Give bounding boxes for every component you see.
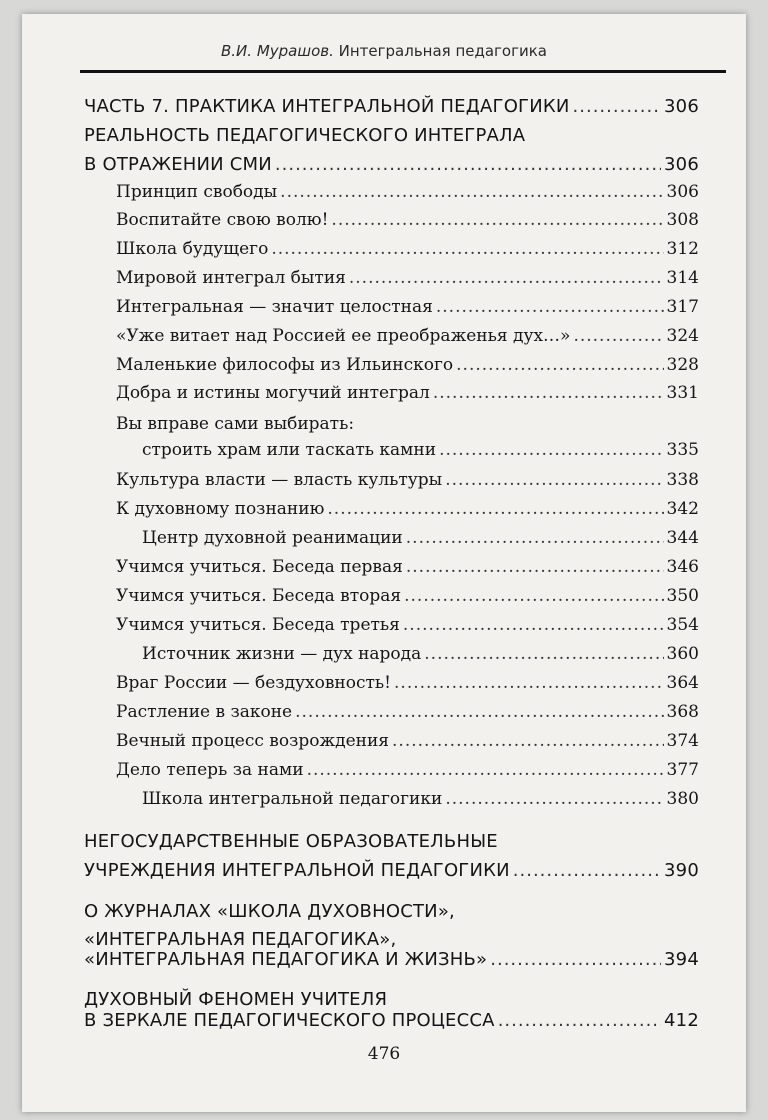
toc-page-number: 328 (666, 355, 699, 375)
toc-page-number: 324 (666, 326, 699, 346)
toc-entry-title: Добра и истины могучий интеграл (116, 383, 430, 403)
toc-leader-dots (307, 760, 664, 780)
running-head-title: Интегральная педагогика (338, 42, 547, 60)
toc-section-journals (84, 949, 699, 973)
toc-entry (116, 182, 699, 206)
toc-page-number: 331 (666, 383, 699, 403)
toc-entry-title: «ИНТЕГРАЛЬНАЯ ПЕДАГОГИКА И ЖИЗНЬ» (84, 949, 488, 970)
toc-leader-dots (295, 702, 663, 722)
toc-leader-dots (280, 182, 663, 202)
toc-leader-dots (573, 326, 663, 346)
toc-entry-title: Школа интегральной педагогики (142, 789, 443, 809)
toc-entry-title: К духовному познанию (116, 499, 325, 519)
toc-leader-dots (439, 440, 663, 460)
toc-section-teacher (84, 1010, 699, 1034)
toc-section-institutions (84, 860, 699, 884)
toc-entry-title: Мировой интеграл бытия (116, 268, 346, 288)
toc-entry (116, 470, 699, 494)
toc-leader-dots (424, 644, 663, 664)
toc-entry-title: Источник жизни — дух народа (142, 644, 422, 664)
toc-leader-dots (275, 154, 661, 175)
toc-entry-title: ЧАСТЬ 7. ПРАКТИКА ИНТЕГРАЛЬНОЙ ПЕДАГОГИКИ (84, 96, 570, 117)
toc-page-number: 312 (666, 239, 699, 259)
toc-leader-dots (394, 673, 664, 693)
toc-entry-title: «ИНТЕГРАЛЬНАЯ ПЕДАГОГИКА», (84, 929, 397, 950)
toc-entry-title: Интегральная — значит целостная (116, 297, 433, 317)
toc-entry-title: УЧРЕЖДЕНИЯ ИНТЕГРАЛЬНОЙ ПЕДАГОГИКИ (84, 860, 510, 881)
toc-entry (116, 557, 699, 581)
toc-leader-dots (327, 499, 663, 519)
toc-entry-title: Учимся учиться. Беседа вторая (116, 586, 402, 606)
toc-page-number: 306 (664, 154, 699, 175)
book-page (22, 14, 746, 1112)
running-head-author: В.И. Мурашов. (221, 42, 334, 60)
toc-entry-title: строить храм или таскать камни (142, 440, 437, 460)
toc-entry-title: Маленькие философы из Ильинского (116, 355, 454, 375)
toc-entry (116, 414, 354, 438)
toc-leader-dots (498, 1010, 661, 1031)
toc-entry (142, 528, 699, 552)
toc-section-institutions (84, 831, 498, 855)
toc-entry-title: Центр духовной реанимации (142, 528, 403, 548)
toc-entry (116, 355, 699, 379)
toc-entry-title: Вы вправе сами выбирать: (116, 414, 355, 434)
toc-page-number: 338 (666, 470, 699, 490)
toc-section-media (84, 125, 525, 149)
toc-entry (116, 615, 699, 639)
page-number: 476 (367, 1044, 401, 1064)
toc-entry (116, 702, 699, 726)
toc-entry-title: Вечный процесс возрождения (116, 731, 390, 751)
toc-section-journals (84, 901, 455, 925)
toc-entry-title: Учимся учиться. Беседа третья (116, 615, 400, 635)
toc-entry (142, 789, 699, 813)
toc-entry (142, 440, 699, 464)
toc-entry (116, 297, 699, 321)
toc-entry (116, 210, 699, 234)
toc-leader-dots (404, 586, 663, 606)
toc-entry-title: О ЖУРНАЛАХ «ШКОЛА ДУХОВНОСТИ», (84, 901, 455, 922)
toc-entry (116, 239, 699, 263)
toc-leader-dots (573, 96, 661, 117)
toc-page-number: 317 (666, 297, 699, 317)
toc-entry-title: «Уже витает над Россией ее преображенья дух…» (116, 326, 571, 346)
toc-entry (116, 268, 699, 292)
toc-entry-title: Воспитайте свою волю! (116, 210, 329, 230)
toc-page-number: 374 (666, 731, 699, 751)
toc-leader-dots (349, 268, 664, 288)
toc-page-number: 335 (666, 440, 699, 460)
toc-entry (116, 731, 699, 755)
toc-entry-title: Школа будущего (116, 239, 269, 259)
toc-entry-title: Враг России — бездуховность! (116, 673, 392, 693)
toc-page-number: 377 (666, 760, 699, 780)
toc-entry (116, 586, 699, 610)
toc-page-number: 368 (666, 702, 699, 722)
toc-page-number: 354 (666, 615, 699, 635)
toc-page-number: 344 (666, 528, 699, 548)
toc-entry (116, 673, 699, 697)
toc-leader-dots (403, 615, 664, 635)
toc-page-number: 346 (666, 557, 699, 577)
toc-entry (116, 499, 699, 523)
toc-leader-dots (331, 210, 663, 230)
toc-entry (116, 383, 699, 407)
toc-entry (116, 760, 699, 784)
toc-page-number: 412 (664, 1010, 699, 1031)
toc-entry-title: Растление в законе (116, 702, 293, 722)
toc-leader-dots (445, 789, 663, 809)
toc-leader-dots (513, 860, 661, 881)
toc-page-number: 314 (666, 268, 699, 288)
toc-leader-dots (406, 557, 664, 577)
toc-page-number: 306 (666, 182, 699, 202)
toc-leader-dots (406, 528, 664, 548)
toc-page-number: 350 (666, 586, 699, 606)
toc-page-number: 390 (664, 860, 699, 881)
toc-entry-title: Дело теперь за нами (116, 760, 304, 780)
toc-leader-dots (433, 383, 664, 403)
toc-entry-title: НЕГОСУДАРСТВЕННЫЕ ОБРАЗОВАТЕЛЬНЫЕ (84, 831, 498, 852)
toc-entry-title: РЕАЛЬНОСТЬ ПЕДАГОГИЧЕСКОГО ИНТЕГРАЛА (84, 125, 526, 146)
toc-page-number: 308 (666, 210, 699, 230)
toc-leader-dots (456, 355, 663, 375)
toc-page-number: 364 (666, 673, 699, 693)
toc-leader-dots (271, 239, 663, 259)
toc-page-number: 394 (664, 949, 699, 970)
toc-entry (116, 326, 699, 350)
table-of-contents (22, 14, 746, 1112)
toc-entry-title: Культура власти — власть культуры (116, 470, 443, 490)
toc-entry-title: В ЗЕРКАЛЕ ПЕДАГОГИЧЕСКОГО ПРОЦЕССА (84, 1010, 495, 1031)
toc-entry (142, 644, 699, 668)
toc-section-media (84, 154, 699, 178)
toc-leader-dots (445, 470, 663, 490)
toc-leader-dots (392, 731, 664, 751)
toc-page-number: 360 (666, 644, 699, 664)
toc-entry-title: В ОТРАЖЕНИИ СМИ (84, 154, 272, 175)
toc-leader-dots (490, 949, 661, 970)
toc-leader-dots (436, 297, 664, 317)
toc-entry-title: Принцип свободы (116, 182, 278, 202)
toc-page-number: 380 (666, 789, 699, 809)
toc-page-number: 342 (666, 499, 699, 519)
toc-page-number: 306 (664, 96, 699, 117)
toc-entry-title: ДУХОВНЫЙ ФЕНОМЕН УЧИТЕЛЯ (84, 989, 388, 1010)
toc-part-7 (84, 96, 699, 120)
toc-entry-title: Учимся учиться. Беседа первая (116, 557, 403, 577)
